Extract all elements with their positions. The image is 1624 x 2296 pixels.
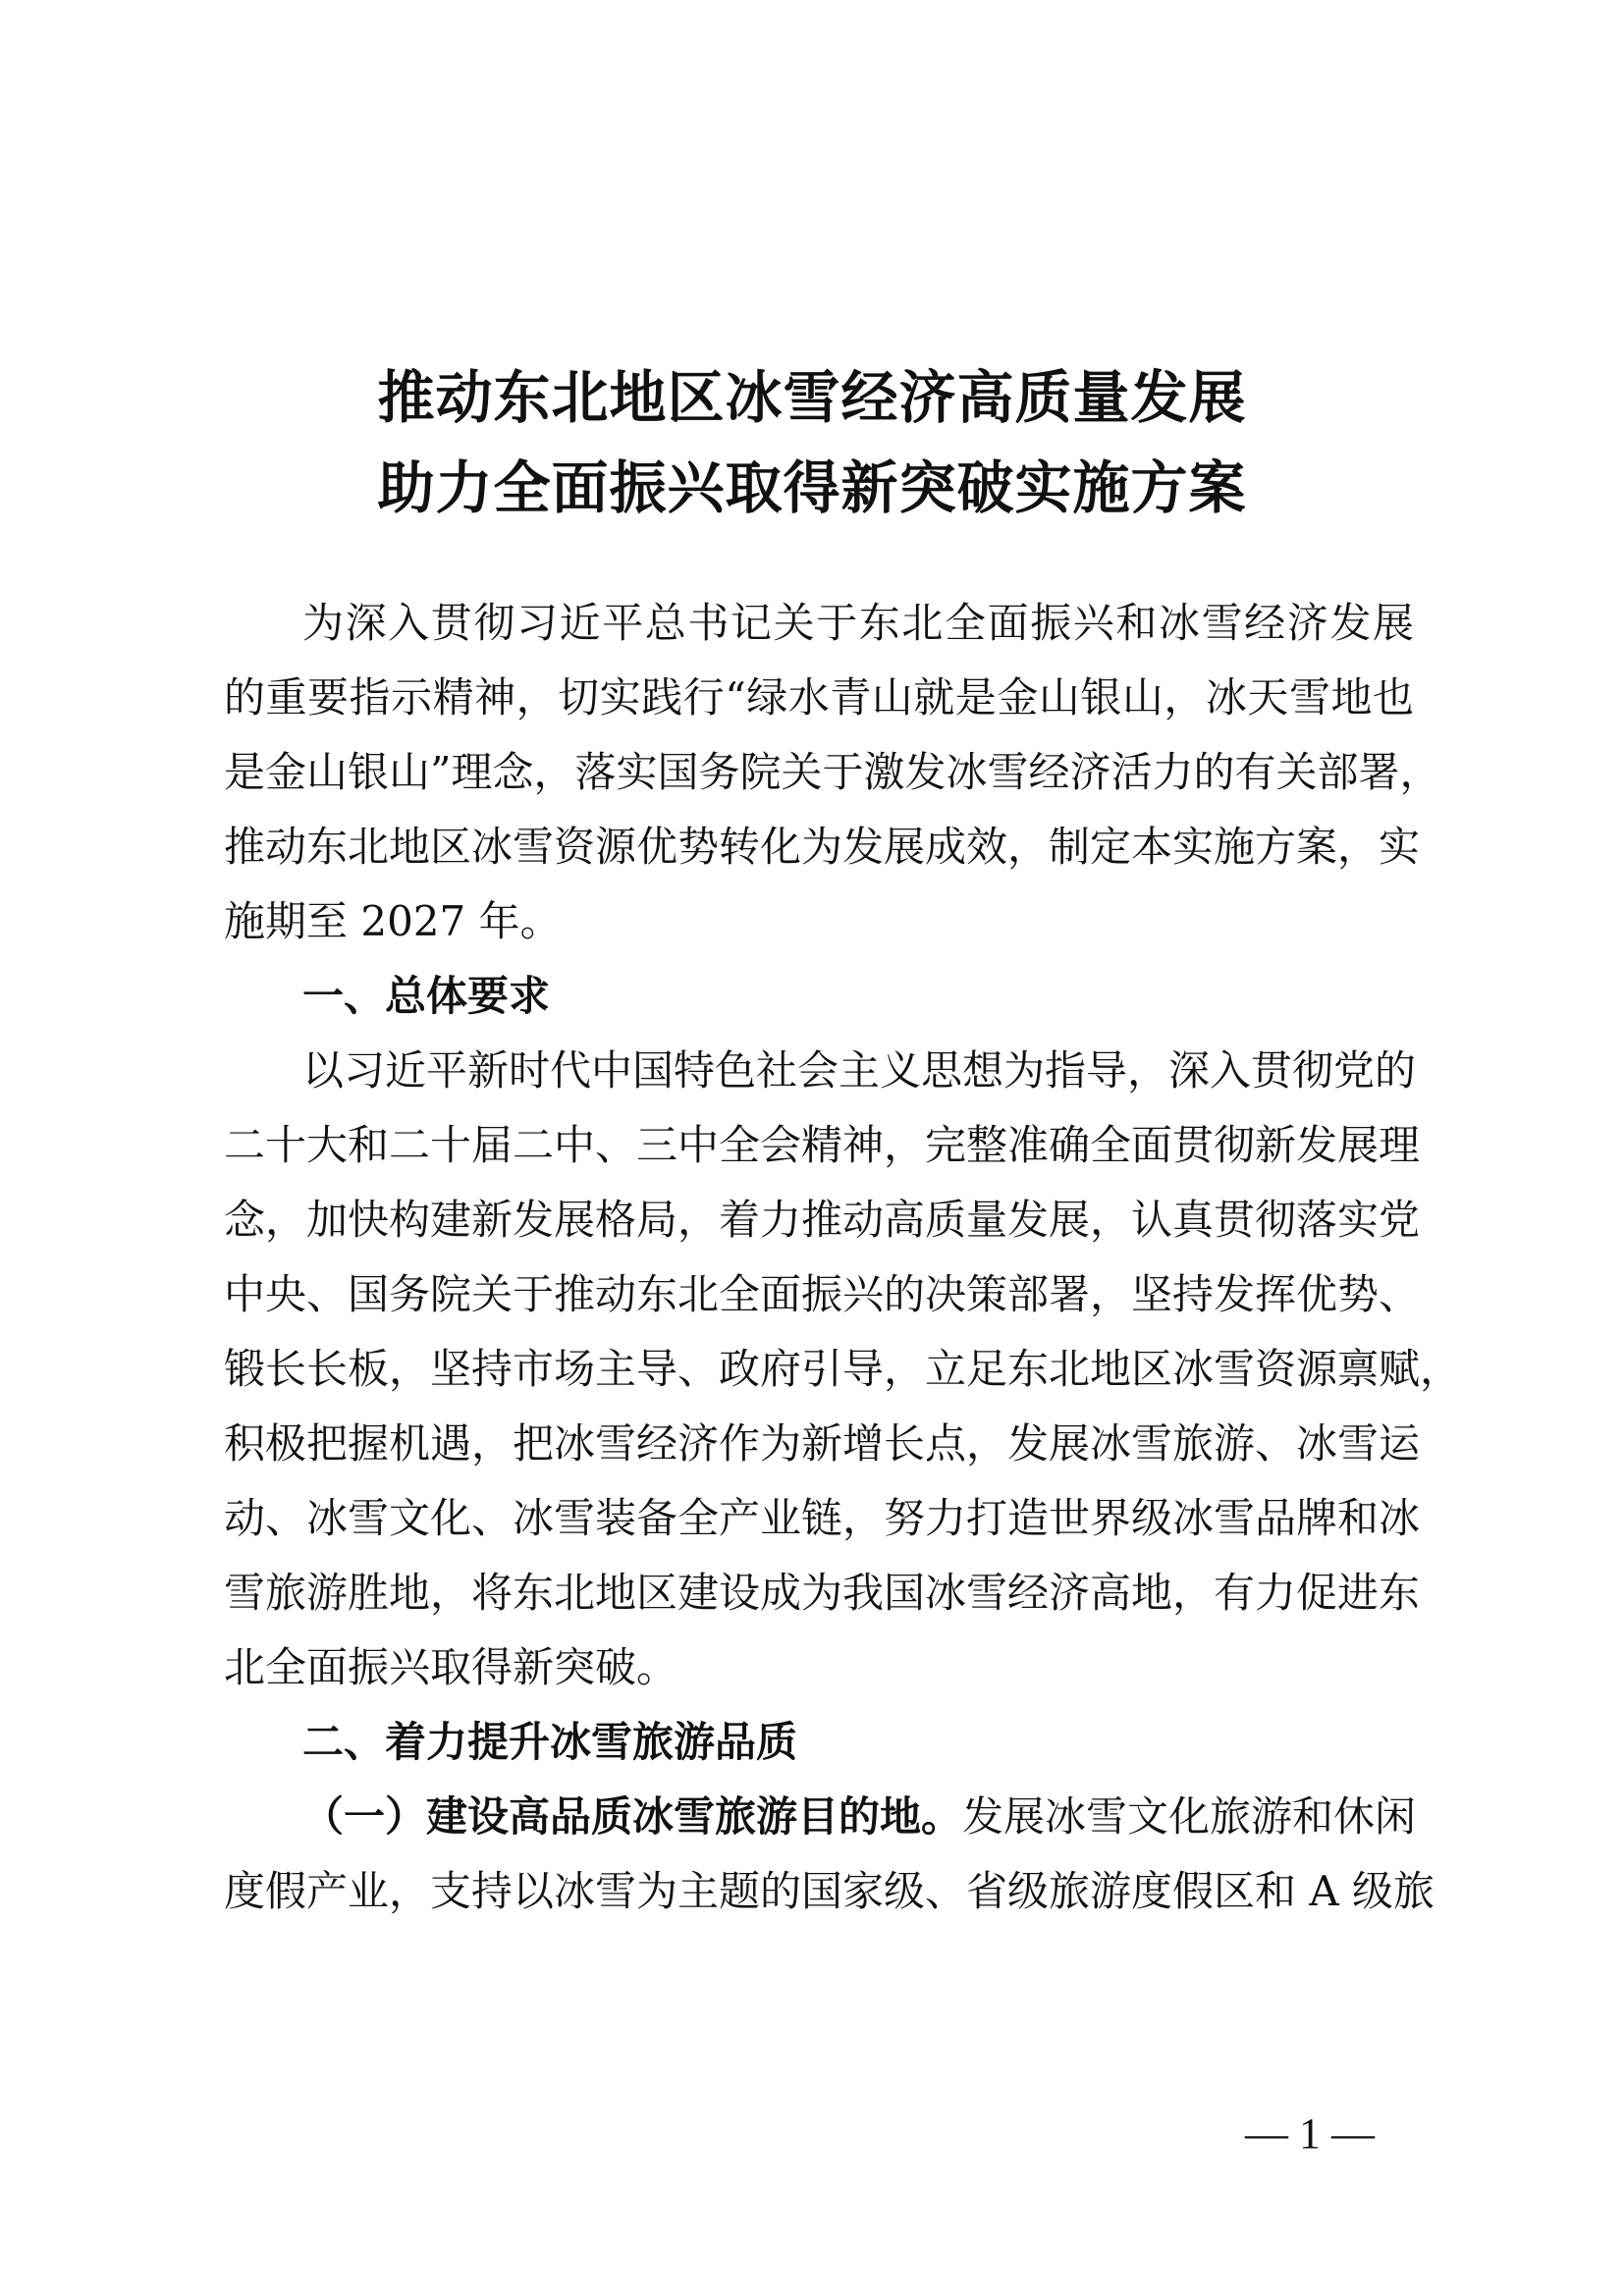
- section-heading-general-requirements: 一、总体要求: [302, 972, 551, 1020]
- section-1-line-9: 北全面振兴取得新突破。: [224, 1643, 678, 1691]
- section-2-subsection-1-line-1: [302, 1788, 1417, 1846]
- section-1-line-8: 雪旅游胜地，将东北地区建设成为我国冰雪经济高地，有力促进东: [224, 1569, 1421, 1617]
- intro-line-4: 推动东北地区冰雪资源优势转化为发展成效，制定本实施方案，实: [224, 823, 1421, 871]
- section-heading-ice-snow-tourism: 二、着力提升冰雪旅游品质: [302, 1718, 798, 1766]
- section-1-line-5: 锻长长板，坚持市场主导、政府引导，立足东北地区冰雪资源禀赋，: [224, 1345, 1462, 1393]
- subsection-lead: （一）建设高品质冰雪旅游目的地。: [302, 1792, 963, 1841]
- section-1-line-3: 念，加快构建新发展格局，着力推动高质量发展，认真贯彻落实党: [224, 1196, 1421, 1244]
- section-1-line-4: 中央、国务院关于推动东北全面振兴的决策部署，坚持发挥优势、: [224, 1270, 1421, 1318]
- intro-line-1: 为深入贯彻习近平总书记关于东北全面振兴和冰雪经济发展: [302, 599, 1414, 647]
- section-2-subsection-1-line-2: 度假产业，支持以冰雪为主题的国家级、省级旅游度假区和 A 级旅: [224, 1867, 1435, 1915]
- section-1-line-7: 动、冰雪文化、冰雪装备全产业链，努力打造世界级冰雪品牌和冰: [224, 1494, 1421, 1542]
- section-1-line-2: 二十大和二十届二中、三中全会精神，完整准确全面贯彻新发展理: [224, 1121, 1421, 1169]
- section-1-line-1: 以习近平新时代中国特色社会主义思想为指导，深入贯彻党的: [302, 1046, 1417, 1095]
- intro-line-3: 是金山银山”理念，落实国务院关于激发冰雪经济活力的有关部署，: [224, 748, 1441, 796]
- section-1-line-6: 积极把握机遇，把冰雪经济作为新增长点，发展冰雪旅游、冰雪运: [224, 1419, 1421, 1468]
- intro-line-2: 的重要指示精神，切实践行“绿水青山就是金山银山，冰天雪地也: [224, 673, 1414, 721]
- intro-line-5: 施期至 2027 年。: [224, 897, 562, 945]
- document-title-line-2: 助力全面振兴取得新突破实施方案: [377, 454, 1247, 521]
- page-number: — 1 —: [1245, 2109, 1375, 2158]
- document-title-line-1: 推动东北地区冰雪经济高质量发展: [377, 364, 1247, 431]
- subsection-text: 发展冰雪文化旅游和休闲: [962, 1792, 1417, 1841]
